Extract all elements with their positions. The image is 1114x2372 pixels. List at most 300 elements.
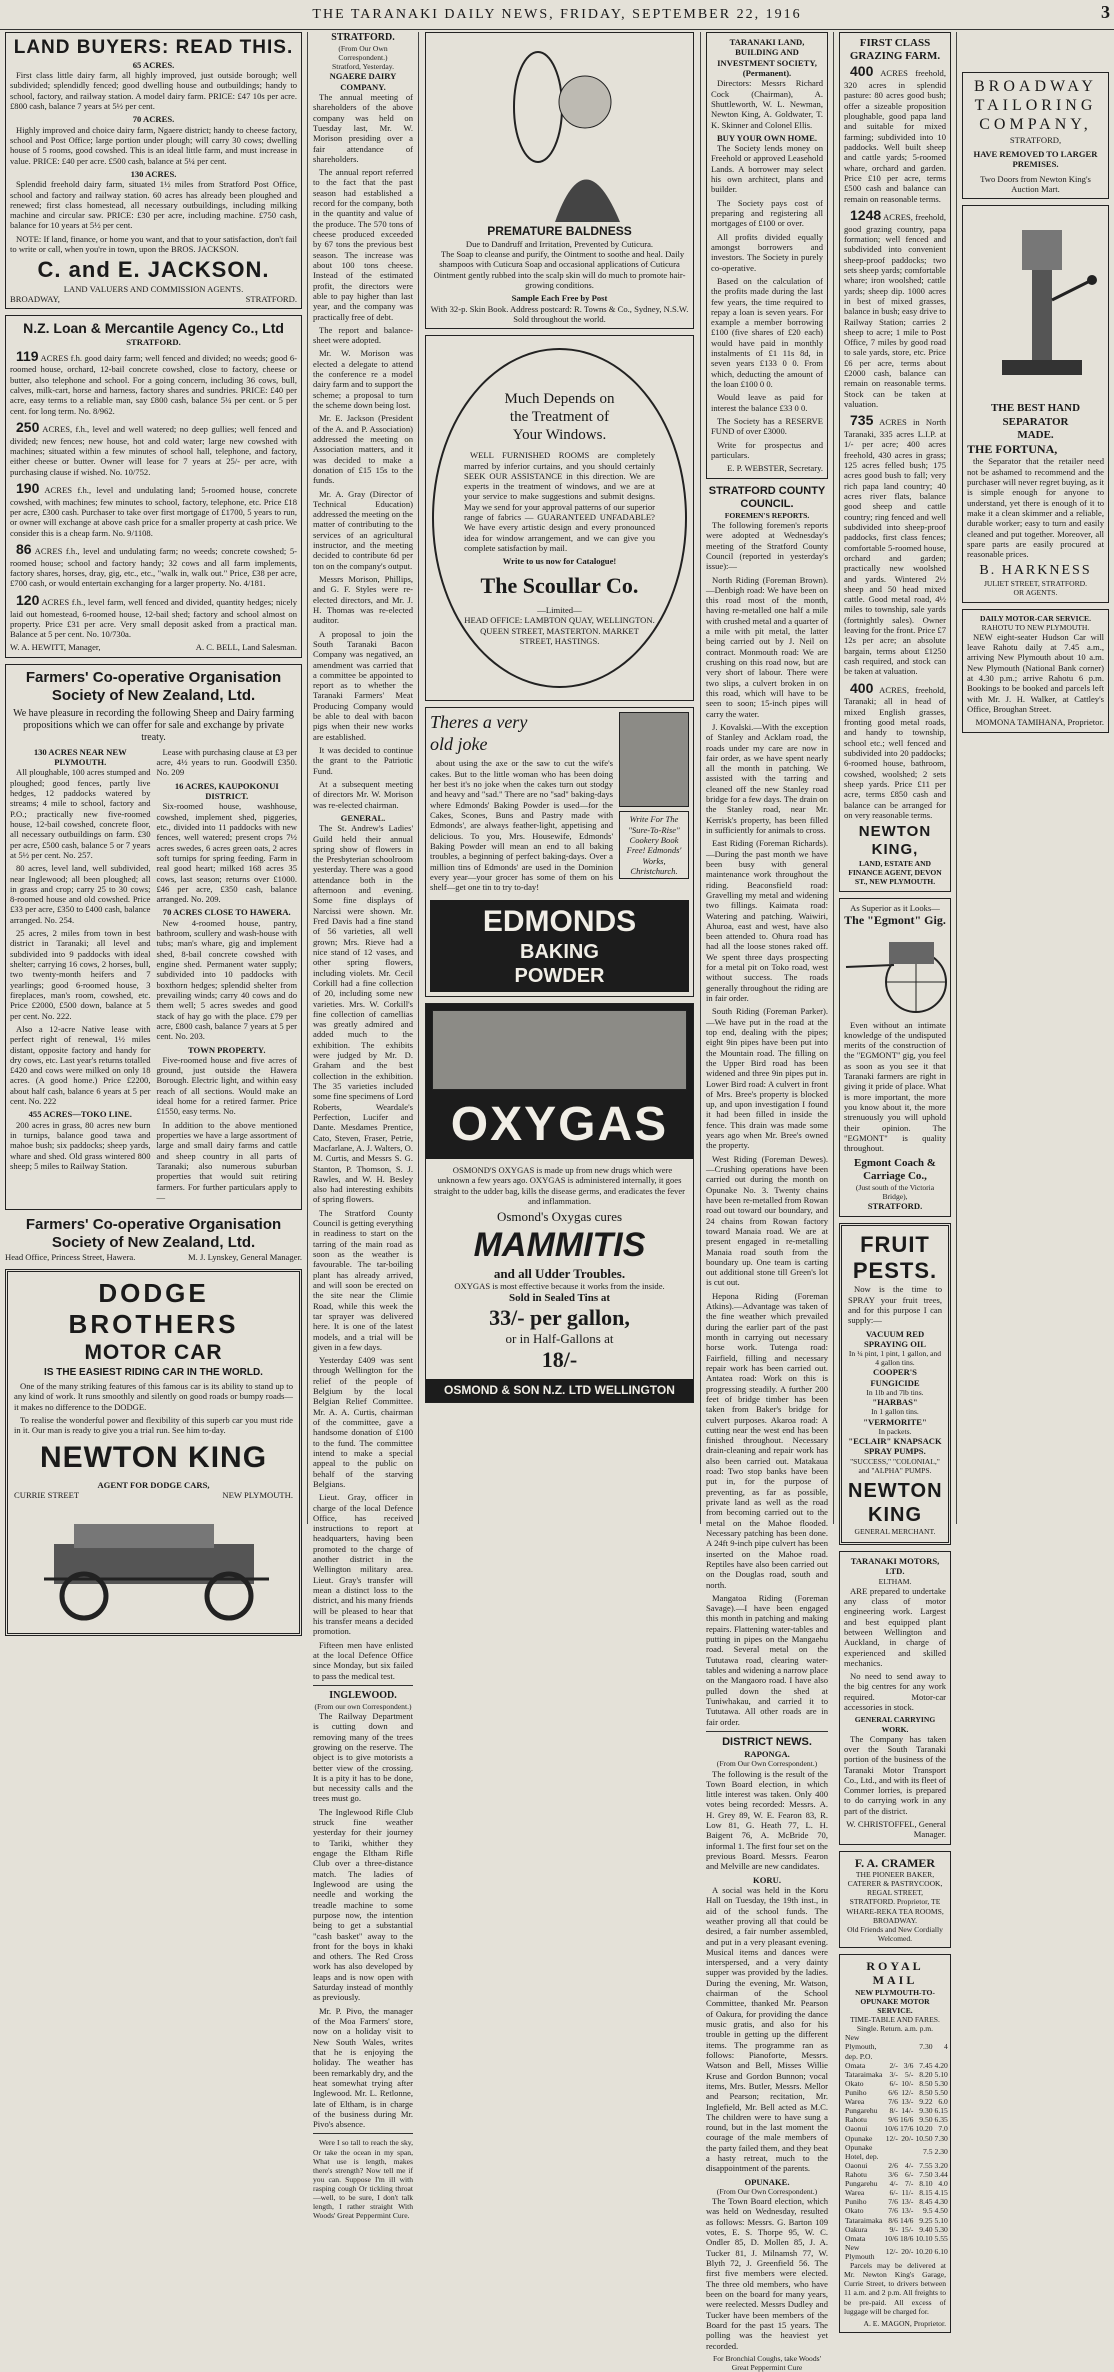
daily-motor-body: NEW eight-seater Hudson Car will leave Rahotu daily at 7.45 a.m., arriving New Plymouth about 10 a.m. New Plymouth (National Bank corner) at 4.30 p.m.; arrive Rahotu 6 p.m. Bookings to be booked and parcels left with Mr. J. H. Walker, at Cattley's Office, Broughan Street. [967,631,1104,714]
timetable-cell: 3/6 [888,2169,898,2179]
tailor-line: BROADWAY [974,78,1097,95]
timetable-cell: Warea [845,2188,865,2198]
edmonds-cookery-offer: Write For The "Sure-To-Rise" Cookery Book Free! Edmonds' Works, Christchurch. [619,811,689,879]
timetable-cell: 10.50 [915,2133,933,2143]
farmers-headline: Farmers' Co-operative Organisation [25,668,282,686]
timetable [844,2033,949,2261]
newton-farm-ad [839,32,951,892]
dodge-paragraph: To realise the wonderful power and flexibility of this superb car you must ride in it. Our man is ready to give you a trial run. See him to-day. [14,1415,293,1436]
motors-text: ARE prepared to undertake any class of motor engineering work. Largest and best equipped plant between Wellington and Auckland, in charge of experienced and skilled mechanics. [844,1585,946,1668]
farm-acres: 400 [850,679,874,696]
oxygas-maker: OSMOND & SON N.Z. LTD WELLINGTON [426,1379,693,1401]
egmont-address: (Just south of the Victoria Bridge), [855,1182,935,1202]
timetable-cell: 6/6 [888,2087,898,2097]
farm-acres: 400 [850,63,874,80]
listing-text: First class little dairy farm, all highly improved, just outside borough; well subdivided; splendidly fenced; good dwelling house and outbuildings; handy to school, factory, and railway station. A model dairy farm. PRICE: £47 10s per acre. £800 cash, balance 7 years at 5½ per cent. [10,70,297,112]
timetable-cell: 4.15 [934,2188,948,2198]
timetable-cell: 3.20 [934,2160,948,2170]
koru-subhead: KORU. [753,1874,781,1885]
timetable-cell: 7.55 [919,2160,933,2170]
motors-signature: W. CHRISTOFFEL, General Manager. [846,1819,946,1840]
farmers-headline-2: Society of New Zealand, Ltd. [51,686,256,704]
timetable-cell: 6/- [889,2078,898,2088]
society-paragraph: The Society lends money on Freehold or approved Leasehold Lands. A borrower may select his own architect, plans and builder. [711,143,823,195]
timetable-cell: 9/- [889,2224,898,2234]
timetable-cell: 7.0 [938,2124,948,2134]
spray-product: "VERMORITE" [863,1416,927,1427]
motors-heading: TARANAKI MOTORS, LTD. [850,1555,940,1577]
listing-item [10,348,297,416]
nz-loan-salesman: A. C. BELL, Land Salesman. [195,642,297,653]
timetable-cell: 12/- [885,2133,898,2143]
society-paragraph: The Society has a RESERVE FUND of over £3000. [711,415,823,437]
raponga-text: The following is the result of the Town Board election, in which little interest was taken. Only 400 votes being recorded: Messrs. A. H. Grey 89, W. E. Fearon 83, R. Low 81, G. Heath 77, L. H. Baigent 76, A. McBride 70, informal 1. The first four set on the previous Board. Messrs. Fearon and Melville are new candidates. [706,1768,828,1872]
timetable-row [844,2234,949,2243]
timetable-row [844,2197,949,2206]
dateline: Stratford, Yesterday. [332,62,394,72]
listing-acres: 86 [16,541,32,557]
cuticura-sub: Due to Dandruff and Irritation, Prevented by Cuticura. [465,238,654,249]
timetable-cell: 13/- [901,2097,914,2107]
timetable-cell: 6.10 [934,2247,948,2257]
cuticura-sample: With 32-p. Skin Book. Address postcard: R. Towns & Co., Sydney, N.S.W. Sold throughout the world. [430,303,689,324]
farm-listing [844,63,946,204]
timetable-cell: 7.45 [919,2060,933,2070]
timetable-cell: 8.50 [919,2087,933,2097]
timetable-cell: 14/6 [899,2215,914,2225]
county-paragraph: South Riding (Foreman Parker).—We have put in the road at the top end, dealing with the pipes; eight 9in pipes have been put into the Mountain road. The filling on the Upper Bird road has been widened and three 9in pipes put in. Lower Bird road: A culvert in front of Mrs. Bree's property is blocked up, and upon investigation I found it had been filled in inside the fence. This drain was made some years ago when Mr. Bree's owned the property. [706,1006,828,1151]
separator-address: JULIET STREET, STRATFORD. [983,579,1088,589]
timetable-cell: 9.30 [919,2106,933,2116]
timetable-row [844,2161,949,2170]
oxygas-ad [425,1003,694,1403]
jackson-firm-sub: LAND VALUERS AND COMMISSION AGENTS. [63,283,244,294]
timetable-row [844,2179,949,2188]
oxygas-note: OXYGAS is most effective because it works from the inside. [454,1281,665,1292]
county-paragraph: The following foremen's reports were adopted at Wednesday's meeting of the Stratford County Council (reported in yesterday's issue):— [706,519,828,572]
tailor-address: Two Doors from Newton King's Auction Mart. [980,173,1091,194]
article-paragraph: The Stratford County Council is getting everything in readiness to start on the tarring of the main road as soon as the weather is favourable. The tar-boiling plant has already arrived, and will soon be erected on the site near the Climie Road, while this week the tar sprayer was delivered here. It is one of the latest models, and a trial will be given in a few days. [313,1207,414,1352]
timetable-cell: 7.30 [919,2042,933,2052]
correspondent-line: (From Our Own Correspondent.) [716,1759,818,1769]
page-number: 3 [1101,2,1110,22]
listing-item [10,480,297,538]
timetable-cell: Omata [845,2060,866,2070]
edmonds-brand-2: BAKING [520,940,599,963]
timetable-cell: 4.20 [934,2060,948,2070]
dodge-tagline: IS THE EASIEST RIDING CAR IN THE WORLD. [44,1367,263,1379]
royal-mail-sub-2: TIME-TABLE AND FARES. [850,2015,940,2025]
cramer-line: REGAL STREET, STRATFORD. Proprietor, TE WHARE-REKA TEA ROOMS, BROADWAY. [846,1888,944,1925]
timetable-cell: 3.44 [934,2169,948,2179]
separator-headline-2: MADE. [1017,428,1054,441]
timetable-cell: 4.30 [934,2197,948,2207]
column-6 [957,32,1114,1524]
society-paragraph: Based on the calculation of the profits made during the last few years, the time required to repay a loan is seven years. For example a member borrowing £100 (five shares of £20 each) would have paid in monthly instalments of £1 11s 8d, in seven years £133 0 0. From which, deducting the amount of the loan £100 0 0. [711,275,823,389]
listing-title: 70 ACRES CLOSE TO HAWERA. [162,907,291,918]
separator-agents: OR AGENTS. [1013,588,1058,598]
timetable-cell: 4/- [889,2179,898,2189]
listing-text: ACRES f.h., level and undulating land; 5-roomed house, concrete cowshed, with machines; few minutes to school, factory, telephone, etc. Price £18 per acre, £300 cash. Purchaser to take over first mortgage of £1700, 5 years to run, or owner will exchange at above cash price for a smaller property at cash price. We consider this is a cheap farm. No. 9/1108. [10,484,297,538]
society-directors: Directors: Messrs Richard Cock (Chairman), A. Shuttleworth, W. L. Newman, Newton King, A. Goldwater, T. K. Skinner and Colonel Ellis. [711,78,823,130]
farmers-address: Head Office, Princess Street, Hawera. [5,1252,136,1263]
housewife-illustration [619,712,689,807]
cuticura-ad [425,32,694,329]
timetable-cell: 7.5 [923,2147,933,2157]
society-ad [706,32,828,479]
fruit-firm: NEWTON KING [848,1479,943,1526]
timetable-cell: 12/- [901,2087,914,2097]
society-paragraph: The Society pays cost of preparing and registering all mortgages of £100 or over. [711,197,823,229]
timetable-cell: Okato [845,2078,864,2088]
listing-text: 200 acres in grass, 80 acres new burn in turnips, balance good tawa and mahoe bush; six paddocks; sheep yards, whare and shed. Old grass wintered 800 sheep; 5 miles to Railway Station. [10,1119,151,1171]
timetable-cell: 10.20 [915,2124,933,2134]
dodge-headline: DODGE BROTHERS [68,1277,239,1339]
timetable-cell: Warea [845,2097,865,2107]
ngaere-subhead: NGAERE DAIRY COMPANY. [329,71,397,92]
koru-text: A social was held in the Koru Hall on Tuesday, the 19th inst., in aid of the school funds. The weather proving all that could be desired, a fair number assembled, and put in a very pleasant evening. Musical items and dances were interspersed, and a very dainty supper was provided by the ladies. During the evening, Mr. Watson, chairman of the School Committee, thanked Mr. Pearson of Oakura, for providing the dance music gratis, and also for his trouble in getting up the different items. The programme ran as follows: Pianoforte, Messrs. Watson and Bell, Misses Willie Kruse and Gordon Bunnon; vocal items, Mrs. Butler, Messrs. Mellor and Pearson; recitation, Mr. Inglefield, Mr. Bell acted as M.C. The children were to have sung a round, but in the last moment the courage of the male members of the party failed them, and they beat a hasty retreat, much to the disappointment of the parents. [706,1884,828,2174]
oxygas-tins: Sold in Sealed Tins at [508,1291,611,1304]
timetable-cell: 17/6 [899,2124,914,2134]
county-heading: STRATFORD COUNTY [708,484,826,497]
masthead [0,0,1114,30]
timetable-cell: 5.30 [934,2224,948,2234]
opunake-subhead: OPUNAKE. [744,2176,790,2187]
correspondent-line: (From Our Own Correspondent.) [716,2187,818,2197]
article-paragraph: The report and balance-sheet were adopted. [313,324,413,346]
motors-town: ELTHAM. [878,1576,912,1586]
timetable-cell: Tataraimaka [845,2215,883,2225]
farm-acres: 735 [850,412,874,429]
nz-loan-headline: N.Z. Loan & Mercantile Agency Co., Ltd [23,320,284,337]
timetable-cell: 8/6 [888,2215,898,2225]
timetable-cell: 14/- [901,2106,914,2116]
royal-mail-heading: ROYAL MAIL [866,1959,924,1988]
timetable-cell: 4 [944,2042,948,2052]
fruit-pests-headline: FRUIT PESTS. [852,1231,938,1283]
separator-headline: THE BEST HAND SEPARATOR [990,402,1081,428]
separator-ad [962,205,1109,602]
timetable-cell: 6.35 [934,2115,948,2125]
fruit-firm-sub: GENERAL MERCHANT. [854,1526,936,1536]
timetable-cell: Puniho [845,2197,867,2207]
farmers-ad [5,664,302,1210]
timetable-cell: 3/6 [903,2060,914,2070]
listing-text: Lease with purchasing clause at £3 per acre, 4½ years to run. Goodwill £350. No. 209 [156,746,297,778]
listing-text: Also a 12-acre Native lease with perfect right of renewal, 1½ miles distant, opposite factory and handy for dry cows, etc. Last year's returns totalled £420 and cows were milked on only 18 acres. (A good home.) Price £2200, about half cash, balance 6 years at 5 per cent. No. 222 [10,1023,151,1107]
timetable-row [844,2124,949,2133]
timetable-cell: 10.20 [915,2247,933,2257]
timetable-row [844,2216,949,2225]
timetable-cell: 7.50 [919,2169,933,2179]
listing-text: Six-roomed house, washhouse, cowshed, implement shed, piggeries, etc., divided into 11 paddocks with new fences, well watered; present crops 7½ acres swedes, 6 acres green oats, 2 acres soft turnips for spring feeding. Farm in real good heart; milked 168 acres 35 cows, last season; returns over £1000. £46 per acre, £350 cash, balance arranged. No. 209. [156,801,297,905]
society-title: TARANAKI LAND, BUILDING AND INVESTMENT SOCIETY, (Permanent). [717,37,817,78]
timetable-cell: 7/6 [888,2206,898,2216]
farm-text: ACRES, freehold, Taranaki; all in head of mixed English grasses, fronting good metal roads, and handy to township, school etc.; well fenced and subdivided into 20 paddocks; 6-roomed house, bathroom, cowshed, woolshed; 2 sets sheep yards. Price £11 per acre, terms £850 cash and balance can be arranged for on very reasonable terms. [844,684,946,820]
jackson-note: NOTE: If land, finance, or home you want, and that to your satisfaction, don't fail to write or call, when you're in town, upon the BROS. JACKSON. [10,233,297,255]
separator-name: THE FORTUNA, [967,442,1058,456]
scoullar-firm: The Scoullar Co. [480,572,639,598]
farm-listing [844,412,946,676]
timetable-cell: 10/6 [884,2233,898,2243]
timetable-row [844,2143,949,2161]
listing-acres: 119 [16,347,39,364]
article-paragraph: The Railway Department is cutting down and removing many of the trees growing on the reserve. The object is to give motorists a better view of the crossing. It is a pity it has to be done, but necessity calls and the trees must go. [313,1710,413,1804]
listing-text: ACRES f.h., level and undulating farm; no weeds; concrete cowshed; 5-roomed house; school and factory handy; 32 cows and all farm implements, factory shares, horses, dray, gig, etc., etc., "walk in, walk out." Price, £38 per acre, £700 cash, or would entertain exchanging for a larger property. No. 4/181. [10,546,297,589]
tailor-line: TAILORING [974,97,1097,115]
timetable-cell: 8.10 [919,2179,933,2189]
timetable-cell: Oakura [845,2224,868,2234]
timetable-cell: 5.10 [934,2069,948,2079]
timetable-cell: 9/6 [888,2115,898,2125]
timetable-cell: 4.0 [938,2179,948,2189]
motor-car-illustration [14,1504,299,1624]
oxygas-price: 33/- per gallon, [489,1304,630,1330]
timetable-cell: 20/- [901,2247,914,2257]
listing-item [10,592,297,640]
oxygas-brand: OXYGAS [450,1097,669,1151]
timetable-row [844,2243,949,2261]
timetable-cell: Pungarehu [845,2179,878,2189]
opunake-text: The Town Board election, which was held on Wednesday, resulted as follows: Messrs. G. Barton 109 votes, E. S. Thorpe 95, W. C. Ondler 85, D. Mollen 85, J. A. Tucker 81, J. Milnamsh 77, W. Blyth 72, J. Greenfield 56. The first five members were elected. The three old members, who have been on the board for many years, were reelected. Messrs Dudley and Tucker have been members of the Board for the past 15 years. The polling was the heaviest yet recorded. [706,2196,828,2351]
timetable-cell: 6/- [905,2169,914,2179]
timetable-row [844,2070,949,2079]
edmonds-headline: Theres a very [430,712,528,733]
county-paragraph: Mangatoa Riding (Foreman Savage).—I have been engaged this month in patching and making repairs. Flattening water-tables and putting in pipes on the Mangaehu road. Several metal on the Tututawa road, clearing water-tables and widening a narrow place on the Mangaoro road. I have also pulled down the shed at Tuniwhakau, and carried it to Tututawa. All other roads are in fair order. [706,1592,828,1727]
column-1 [0,32,307,1524]
listing-title: 16 ACRES, KAUPOKONUI DISTRICT. [174,780,279,802]
timetable-cell: Rahotu [845,2115,867,2125]
dodge-ad [5,1269,302,1636]
edmonds-headline-2: old joke [430,733,488,754]
spray-product: "HARBAS" [872,1397,918,1408]
dodge-street: CURRIE STREET [14,1489,80,1500]
fruit-pests-ad [839,1223,951,1545]
dodge-paragraph: One of the many striking features of this famous car is its ability to stand up to any kind of work. It runs smoothly and silently on good roads or bumpy roads—it makes no difference to the DODGE. [14,1381,293,1412]
article-paragraph: Mr. W. Morison was elected a delegate to attend the conference re a model dairy farm and to support the scheme; a proposal to turn the scheme down being lost. [313,348,413,411]
timetable-cell: 4/- [905,2160,914,2170]
society-paragraph: All profits divided equally amongst borrowers and investors. The Society in purely co-operative. [711,231,823,273]
raponga-subhead: RAPONGA. [744,1749,790,1760]
masthead-title: THE TARANAKI DAILY NEWS, FRIDAY, SEPTEMBER 22, 1916 [312,7,802,22]
timetable-cell: 9.50 [919,2115,933,2125]
column-2 [308,32,418,2221]
oxygas-cures: Osmond's Oxygas cures [496,1209,623,1225]
timetable-cell: 10.10 [915,2233,933,2243]
royal-mail-cols: Single. Return. a.m. p.m. [856,2024,934,2034]
woods-ad-line: For Bronchial Coughs, take Woods' Great Peppermint Cure [713,2353,821,2372]
timetable-cell: 7/6 [888,2197,898,2207]
scoullar-limited: —Limited— [537,605,582,616]
cramer-line: Old Friends and New Cordially Welcomed. [847,1924,943,1943]
timetable-row [844,2088,949,2097]
scoullar-headline-2: the Treatment of [509,409,610,426]
cramer-name: F. A. CRAMER [854,1855,936,1870]
timetable-cell: Opunake [845,2133,873,2143]
farm-acres: 1248 [850,206,882,223]
article-paragraph: The annual meeting of shareholders of the above company was held on Tuesday last, Mr. W. Morison presiding over a fair attendance of shareholders. [313,91,413,164]
farm-text: ACRES freehold, 320 acres in splendid pasture: 80 acres good bush; offer a sizeable proposition ploughable, good papa land and suitable for mixed farming; subdivided into 10 paddocks. Well built sheep and cattle yards; 5-roomed whare, orchard and garden. Price £10 per acre, terms £500 cash and balance can remain on reasonable terms. [844,68,946,204]
timetable-cell: 8/- [889,2106,898,2116]
article-paragraph: Lieut. Gray, officer in charge of the local Defence Office, has received instructions to report at headquarters, having been promoted to the charge of another district in the Wellington military area. Lieut. Gray's transfer will mean a distinct loss to the district, and his many friends will be pleased to hear that his transfer means a decided promotion. [313,1492,414,1637]
timetable-cell: 10/6 [884,2124,898,2134]
general-subhead: GENERAL. [340,812,386,823]
timetable-row [844,2134,949,2143]
county-paragraph: East Riding (Foreman Richards).—During the past month we have been busy with general maintenance work throughout the riding. Beaconsfield road: Gravelling my metal and widening two fillings. Kaimata road: Watering and patching. Waiwiri, Ahuroa, east and west, have also been attended to. Ohura road has had all the loose stones raked off. We spent three days prospecting for a metal pit on Toko road, west without success. The roads generally throughout the riding are in fair order. [706,838,828,1004]
egmont-headline-2: The "Egmont" Gig. [844,912,946,927]
cuticura-sample-title: Sample Each Free by Post [511,293,608,304]
timetable-row [844,2079,949,2088]
spray-product: In 1 gallon tins. [871,1407,919,1417]
timetable-row [844,2115,949,2124]
spray-product: In 1lb and 7lb tins. [866,1388,924,1397]
farm-listing [844,680,946,821]
timetable-cell: 2.30 [934,2147,948,2157]
timetable-row [844,2206,949,2215]
timetable-cell: 11/- [901,2188,914,2198]
listing-text: Highly improved and choice dairy farm, Ngaere district; handy to cheese factory, school and Post Office; large portion under plough; will carry 30 cows; dwelling house of 5 rooms, good cowshed. This is an ideal little farm, and must increase in value. PRICE: £40 per acre. £500 cash, balance at 5¼ per cent. [10,124,297,166]
daily-motor-route: RAHOTU TO NEW PLYMOUTH. [981,622,1090,632]
cuticura-body: The Soap to cleanse and purify, the Ointment to soothe and heal. Daily shampoos with Cuticura Soap and occasional applications of Cuticura Ointment gently rubbed into the scalp skin will do much to promote hair-growing conditions. [433,249,686,290]
county-paragraph: North Riding (Foreman Brown).—Denbigh road: We have been on this road most of the month, having re-metalled one half a mile with crushed metal and a quarter of a mile with pit metal, the latter being carried out by J. Neil on contract. Monmouth road: We are crushing on this road now, but are very short of labour. There were two slips, a culvert broken in on this road, which will have to be seen to soon; 15-inch pipes will carry the water. [706,574,828,719]
article-paragraph: Fifteen men have enlisted at the local Defence Office since Monday, but six failed to pass the medical test. [313,1639,413,1681]
cramer-ad [839,1851,951,1948]
timetable-row [844,2097,949,2106]
timetable-cell: 20/- [901,2133,914,2143]
jackson-headline: LAND BUYERS: READ THIS. [13,37,294,58]
column-4 [701,32,833,2372]
article-paragraph: At a subsequent meeting of directors Mr. W. Morison was re-elected chairman. [313,778,413,810]
timetable-cell: 7/6 [888,2097,898,2107]
timetable-row [844,2061,949,2070]
motors-subhead: GENERAL CARRYING WORK. [854,1715,936,1734]
article-paragraph: It was decided to continue the grant to the Patriotic Fund. [313,745,413,776]
timetable-row [844,2188,949,2197]
cattle-illustration [432,1010,687,1090]
jackson-town: STRATFORD. [245,294,297,305]
timetable-cell [899,2143,915,2161]
cuticura-title: PREMATURE BALDNESS [487,224,632,239]
timetable-cell: 5.50 [934,2087,948,2097]
oxygas-intro: OSMOND'S OXYGAS is made up from new drugs which were unknown a few years ago. OXYGAS is administered internally, it goes straight to the udder bag, kills the disease germs, and eradicates the fever and inflammation. [433,1165,686,1207]
timetable-cell: 8.15 [919,2188,933,2198]
farm-listing [844,207,946,409]
timetable-cell: 18/6 [899,2233,914,2243]
column-3 [419,32,700,1524]
spray-product: VACUUM RED SPRAYING OIL [863,1328,926,1349]
listing-acres: 250 [16,418,40,435]
timetable-cell: 9.22 [919,2097,933,2107]
timetable-cell: 2/6 [888,2160,898,2170]
scoullar-branches: QUEEN STREET, MASTERTON. MARKET STREET, HASTINGS. [480,625,639,646]
listing-title: 130 ACRES NEAR NEW PLYMOUTH. [33,746,127,768]
timetable-cell: Oaonui [845,2160,868,2170]
timetable-cell: 4.50 [934,2206,948,2216]
timetable-cell: 6.0 [938,2097,948,2107]
nz-loan-ad [5,315,302,657]
timetable-cell: 5.30 [934,2078,948,2088]
spray-product: In packets. [878,1426,912,1436]
separator-body: the Separator that the retailer need not be ashamed to recommend and the purchaser will never regret buying, as it is simple enough for anyone to understand, yet there is enough of it to make it a clean skimmer and a reliable, durable worker; easy to turn and easily cleaned and put together. Moreover, all spare parts are easily procured at reasonable prices. [967,456,1104,560]
newton-firm: NEWTON KING, [858,823,932,859]
daily-motor-ad [962,609,1109,733]
dodge-agent-sub: AGENT FOR DODGE CARS, [97,1479,210,1490]
county-paragraph: West Riding (Foreman Dewes).—Crushing operations have been carried out during the month on Opunake No. 3. Twenty chains have been re-metalled from Rowan road out toward our boundary, and 24 chains from Rowan factory toward Manaia road. We are at present engaged in re-metalling Manaia road south from the boundary up. One team is carting out additional stone till Green's lot is cut out. [706,1153,828,1288]
listing-title: 70 ACRES. [132,114,175,125]
farmers-footer-headline: Farmers' Co-operative Organisation [25,1216,282,1234]
district-news-heading: DISTRICT NEWS. [722,1735,812,1748]
county-paragraph: J. Kovalski.—With the exception of Stanley and Acklam road, the roads under my care are now in fair order, as we have spent nearly all the month in patching. We assisted with the tarring and cleaned off the new Stanley road bridge for a few days. The drain on the Stanley road, near Mr. Kerrisk's property, has been filled in sufficiently for animals to cross. [706,721,828,836]
article-paragraph: Mr. A. Gray (Director of Technical Education) addressed the meeting on the matter of contributing to the services of an agricultural instructor, and the meeting decided to contribute 6d per ton on the company's output. [313,488,413,571]
article-paragraph: The St. Andrew's Ladies' Guild held their annual spring show of flowers in the Presbyterian schoolroom yesterday. There was a good attendance both in the afternoon and evening. Some fine displays of Narcissi were shown. Mr. Fred Davis had a fine stand of 56 varieties, all well grown; Mrs. Rieve had a nice stand of 12 vases, and other spring flowers, including violets. Mr. Cecil Corkill had a fine collection of 20, including some new varieties. Mrs. W. Corkill's fine collection of camellias was greatly admired and added much to the exhibition. The exhibits were judged by Mr. D. Graham and the best collection in the exhibition. The 35 varieties included some fine specimens of Lord Roberts, Weardale's Perfection, Lucifer and Dante. Mesdames Prentice, Cato, Steven, Fraser, Petrie, Macfarlane, A. J. Walters, O. M. Curtis, and Messrs S. G. Stanton, P. Thomson, S. J. Rawles, and W. H. Besley also had interesting exhibits of spring flowers. [313,823,413,1205]
edmonds-brand-3: POWDER [514,964,605,987]
scoullar-headline: Much Depends on [504,391,615,408]
egmont-body: Even without an intimate knowledge of the undisputed merits of the construction of the "EGMONT" gig, you feel as soon as you see it that Taranaki farmers are right in giving it pride of place. What is more important, the more you know about it, the more strenuously you will uphold their opinion. The "EGMONT" is quality throughout. [844,1019,946,1154]
timetable-cell: 5.10 [934,2215,948,2225]
article-paragraph: Yesterday £409 was sent through Wellington for the relief of the people of Belgium by the local Belgian Relief Committee. Mr. A. A. Curtis, chairman of the committee, gave a handsome donation of £100 to the fund. The committee intend to make a special appeal to the public on behalf of the starving Belgians. [313,1355,413,1489]
listing-text: ACRES f.h., level farm, well fenced and divided, quantity hedges; nicely laid out homestead, 6-roomed house, 12-bail shed; factory and school almost on property. Price £31 per acre. Very small deposit asked from a practical man. Balance at 5 per cent. No. 10/730a. [10,596,297,640]
royal-mail-note: Parcels may be delivered at Mr. Newton King's Garage, Currie Street, to drivers between 11 a.m. and 2 p.m. All freights to be pre-paid. All excess of luggage will be charged for. [844,2261,946,2316]
article-paragraph: A proposal to join the South Taranaki Bacon Company was negatived, an amendment was carried that a committee be appointed to report as to whether the Taranaki Farmers' Meat Producing Company would be able to deal with bacon pigs when their new works are established. [313,628,413,742]
listing-text: Five-roomed house and five acres of ground, just outside the Hawera Borough. Electric light, and within easy reach of all sections. Would make an ideal home for a retired farmer. Price £1550, easy terms. No. [156,1054,297,1117]
column-5 [834,32,956,2328]
timetable-cell: 9.5 [923,2206,933,2216]
correspondent-line: (From Our Own Correspondent.) [338,44,388,63]
timetable-cell: 12/- [885,2247,898,2257]
timetable-row [844,2033,949,2060]
county-heading-2: COUNCIL. [740,497,794,510]
spray-product: In ¼ pint, 1 pint, 1 gallon, and 4 gallon tins. [848,1349,942,1368]
timetable-cell: 7.30 [934,2133,948,2143]
timetable-row [844,2170,949,2179]
timetable-cell: 6/- [889,2188,898,2198]
timetable-cell: 5/- [905,2069,914,2079]
motors-text: No need to send away to the big centres for any work required. Motor-car accessories in stock. [844,1671,946,1713]
tailor-line: COMPANY, [979,116,1092,134]
timetable-cell: 9.25 [919,2215,933,2225]
tailor-ad [962,72,1109,199]
oxygas-disease: MAMMITIS [473,1225,646,1264]
society-paragraph: Write for prospectus and particulars. [711,439,823,460]
timetable-row [844,2225,949,2234]
scoullar-ad [425,335,694,701]
timetable-cell [883,2143,899,2161]
daily-motor-heading: DAILY MOTOR-CAR SERVICE. [979,613,1092,623]
grazing-farm-heading: FIRST CLASS GRAZING FARM. [849,37,941,63]
stratford-heading: STRATFORD. [331,32,395,43]
oxygas-or: or in Half-Gallons at [505,1331,614,1347]
listing-text: ACRES f.h. good dairy farm; well fenced and divided; no weeds; good 6-roomed house, orchard, 12-bail concrete cowshed, close to factory, cheese or butter, also telephone and school. For a going concern, including 36 cows, bull, calves, milk-cart, horse and harness, factory shares and sundries. PRICE: £40 per acre, easy terms to a reliable man, say £800 cash, balance 5¼ per cent. or 5 per cent. for long term. No. 8/962. [10,352,297,416]
tailor-moved: HAVE REMOVED TO LARGER PREMISES. [973,148,1098,170]
timetable-cell: Omata [845,2233,866,2243]
scoullar-headline-3: Your Windows. [512,427,607,444]
listing-acres: 190 [16,479,40,496]
timetable-cell: 15/- [901,2224,914,2234]
dodge-subhead: MOTOR CAR [84,1340,223,1364]
timetable-cell: 8.20 [919,2069,933,2079]
dodge-town: NEW PLYMOUTH. [222,1489,293,1500]
timetable-cell [899,2033,915,2060]
newton-firm-sub: LAND, ESTATE AND FINANCE AGENT, DEVON ST., NEW PLYMOUTH. [848,859,942,887]
portrait-illustration [500,37,620,222]
timetable-cell: Rahotu [845,2169,867,2179]
scoullar-office: HEAD OFFICE: LAMBTON QUAY, WELLINGTON. [464,615,655,626]
timetable-cell: 6.15 [934,2106,948,2116]
timetable-cell: 16/6 [899,2115,914,2125]
inglewood-heading: INGLEWOOD. [329,1689,397,1701]
spray-product: "SUCCESS," "COLONIAL," and "ALPHA" PUMPS. [850,1456,940,1475]
article-paragraph: Mr. E. Jackson (President of the A. and P. Association) addressed the meeting on Association matters, and it was decided to make a donation of £15 15s to the funds. [313,413,413,486]
